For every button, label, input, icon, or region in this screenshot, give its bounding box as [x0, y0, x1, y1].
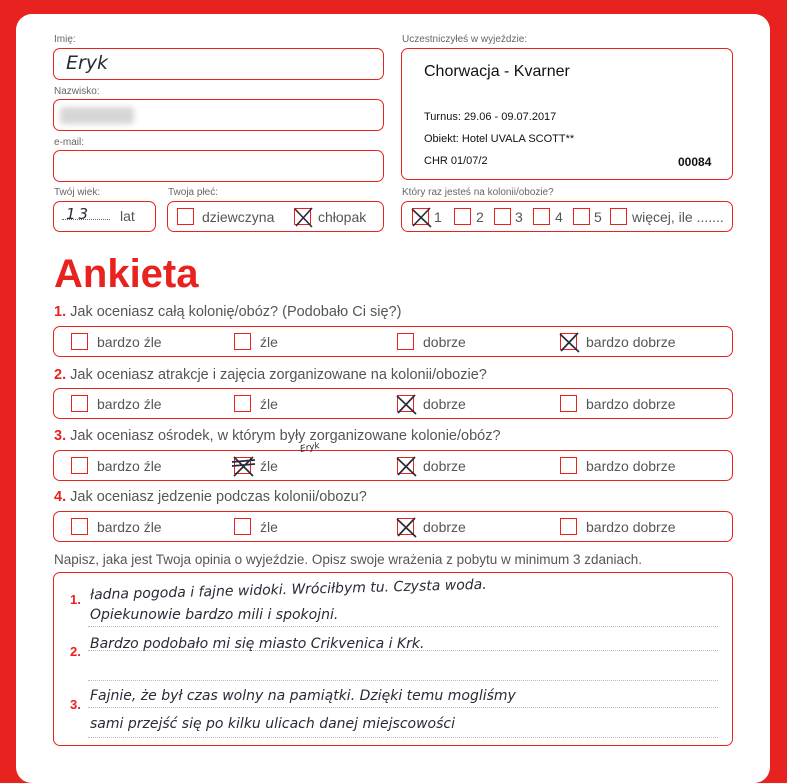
checkbox-q2-option-3[interactable]: [397, 395, 414, 412]
checkbox-time-1[interactable]: [412, 208, 429, 225]
checkbox-q4-option-1[interactable]: [71, 518, 88, 535]
q2-option-2-label: źle: [260, 396, 278, 412]
name-field[interactable]: [53, 48, 384, 80]
checkbox-time-4[interactable]: [533, 208, 550, 225]
camp-name: Chorwacja - Kvarner: [424, 63, 570, 80]
opinion-3-line-2: sami przejść się po kilku ulicach danej miejscowości: [90, 716, 455, 732]
question-4: [54, 489, 367, 505]
question-2: [54, 367, 487, 383]
question-1-number: 1.: [54, 304, 67, 320]
opinion-prompt: Napisz, jaka jest Twoja opinia o wyjeździe. Opisz swoje wrażenia z pobytu w minimum 3 zdaniach.: [54, 552, 643, 567]
opinion-dotline: [88, 707, 718, 708]
checkmark-x-icon: [394, 515, 419, 540]
checkbox-q1-option-4[interactable]: [560, 333, 577, 350]
checkmark-x-icon: [394, 454, 419, 479]
opinion-2-line-1: Bardzo podobało mi się miasto Crikvenica i Krk.: [90, 636, 425, 652]
checkbox-boy[interactable]: [294, 208, 311, 225]
camp-obiekt: Obiekt: Hotel UVALA SCOTT**: [424, 133, 575, 145]
which-time-label: Który raz jesteś na kolonii/obozie?: [402, 187, 554, 198]
checkmark-x-icon: [291, 205, 316, 230]
surname-label: Nazwisko:: [54, 86, 100, 97]
checkbox-q4-option-2[interactable]: [234, 518, 251, 535]
time-5-label: 5: [594, 209, 602, 225]
participated-label: Uczestniczyłeś w wyjeździe:: [402, 34, 528, 45]
age-field[interactable]: [53, 201, 156, 232]
question-3-note: Eryk: [299, 441, 321, 455]
checkbox-girl[interactable]: [177, 208, 194, 225]
time-1-label: 1: [434, 209, 442, 225]
camp-info-box: [401, 48, 733, 180]
age-value: 13: [66, 205, 92, 223]
q2-option-4-label: bardzo dobrze: [586, 396, 676, 412]
q4-option-1-label: bardzo źle: [97, 519, 162, 535]
option-girl-label: dziewczyna: [202, 209, 275, 225]
question-3: [54, 428, 501, 444]
opinion-3-number: 3.: [70, 697, 81, 712]
camp-turnus: Turnus: 29.06 - 09.07.2017: [424, 111, 557, 123]
q2-option-3-label: dobrze: [423, 396, 466, 412]
opinion-1-number: 1.: [70, 592, 81, 607]
name-label: Imię:: [54, 34, 76, 45]
checkbox-time-5[interactable]: [573, 208, 590, 225]
time-2-label: 2: [476, 209, 484, 225]
opinion-1-line-2: Opiekunowie bardzo mili i spokojni.: [90, 607, 339, 623]
option-boy-label: chłopak: [318, 209, 367, 225]
q3-option-1-label: bardzo źle: [97, 458, 162, 474]
checkbox-q3-option-4[interactable]: [560, 457, 577, 474]
checkbox-q3-option-1[interactable]: [71, 457, 88, 474]
camp-code: CHR 01/07/2: [424, 155, 488, 167]
checkmark-x-icon: [394, 392, 419, 417]
checkbox-q4-option-4[interactable]: [560, 518, 577, 535]
scribble-icon: [231, 454, 256, 479]
checkbox-time-more[interactable]: [610, 208, 627, 225]
question-4-number: 4.: [54, 489, 67, 505]
q4-option-2-label: źle: [260, 519, 278, 535]
q2-option-1-label: bardzo źle: [97, 396, 162, 412]
checkbox-q2-option-1[interactable]: [71, 395, 88, 412]
checkmark-x-icon: [409, 205, 434, 230]
surname-blurred: [60, 107, 134, 124]
opinion-1-line-1: ładna pogoda i fajne widoki. Wróciłbym tu. Czysta woda.: [89, 576, 487, 604]
checkbox-q2-option-2[interactable]: [234, 395, 251, 412]
age-dotline: [62, 219, 110, 220]
checkbox-q2-option-4[interactable]: [560, 395, 577, 412]
checkbox-q1-option-3[interactable]: [397, 333, 414, 350]
q1-option-4-label: bardzo dobrze: [586, 334, 676, 350]
opinion-dotline: [88, 680, 718, 681]
question-1: [54, 304, 401, 320]
opinion-dotline: [88, 626, 718, 627]
question-3-number: 3.: [54, 428, 67, 444]
q1-option-2-label: źle: [260, 334, 278, 350]
checkbox-q1-option-1[interactable]: [71, 333, 88, 350]
question-3-text: Jak oceniasz ośrodek, w którym były zorganizowane kolonie/obóz?: [70, 428, 501, 444]
q3-option-2-label: źle: [260, 458, 278, 474]
surname-field[interactable]: [53, 99, 384, 131]
time-3-label: 3: [515, 209, 523, 225]
q4-option-3-label: dobrze: [423, 519, 466, 535]
q4-option-4-label: bardzo dobrze: [586, 519, 676, 535]
opinion-dotline: [88, 737, 718, 738]
email-label: e-mail:: [54, 137, 85, 148]
question-2-number: 2.: [54, 367, 67, 383]
q1-option-3-label: dobrze: [423, 334, 466, 350]
checkbox-q3-option-2[interactable]: [234, 457, 251, 474]
question-4-text: Jak oceniasz jedzenie podczas kolonii/obozu?: [70, 489, 367, 505]
opinion-2-number: 2.: [70, 644, 81, 659]
age-unit: lat: [120, 208, 135, 224]
checkbox-q1-option-2[interactable]: [234, 333, 251, 350]
camp-number: 00084: [678, 155, 712, 169]
checkbox-time-2[interactable]: [454, 208, 471, 225]
question-2-text: Jak oceniasz atrakcje i zajęcia zorganizowane na kolonii/obozie?: [70, 367, 487, 383]
opinion-3-line-1: Fajnie, że był czas wolny na pamiątki. Dzięki temu mogliśmy: [90, 688, 516, 704]
question-1-text: Jak oceniasz całą kolonię/obóz? (Podobało Ci się?): [70, 304, 402, 320]
time-more-label: więcej, ile .......: [632, 209, 724, 225]
q3-option-4-label: bardzo dobrze: [586, 458, 676, 474]
checkbox-time-3[interactable]: [494, 208, 511, 225]
name-value: Eryk: [66, 52, 109, 74]
checkmark-x-icon: [557, 330, 582, 355]
email-field[interactable]: [53, 150, 384, 182]
gender-label: Twoja płeć:: [168, 187, 219, 198]
checkbox-q3-option-3[interactable]: [397, 457, 414, 474]
q3-option-3-label: dobrze: [423, 458, 466, 474]
checkbox-q4-option-3[interactable]: [397, 518, 414, 535]
q1-option-1-label: bardzo źle: [97, 334, 162, 350]
survey-title: Ankieta: [54, 252, 199, 296]
time-4-label: 4: [555, 209, 563, 225]
age-label: Twój wiek:: [54, 187, 101, 198]
